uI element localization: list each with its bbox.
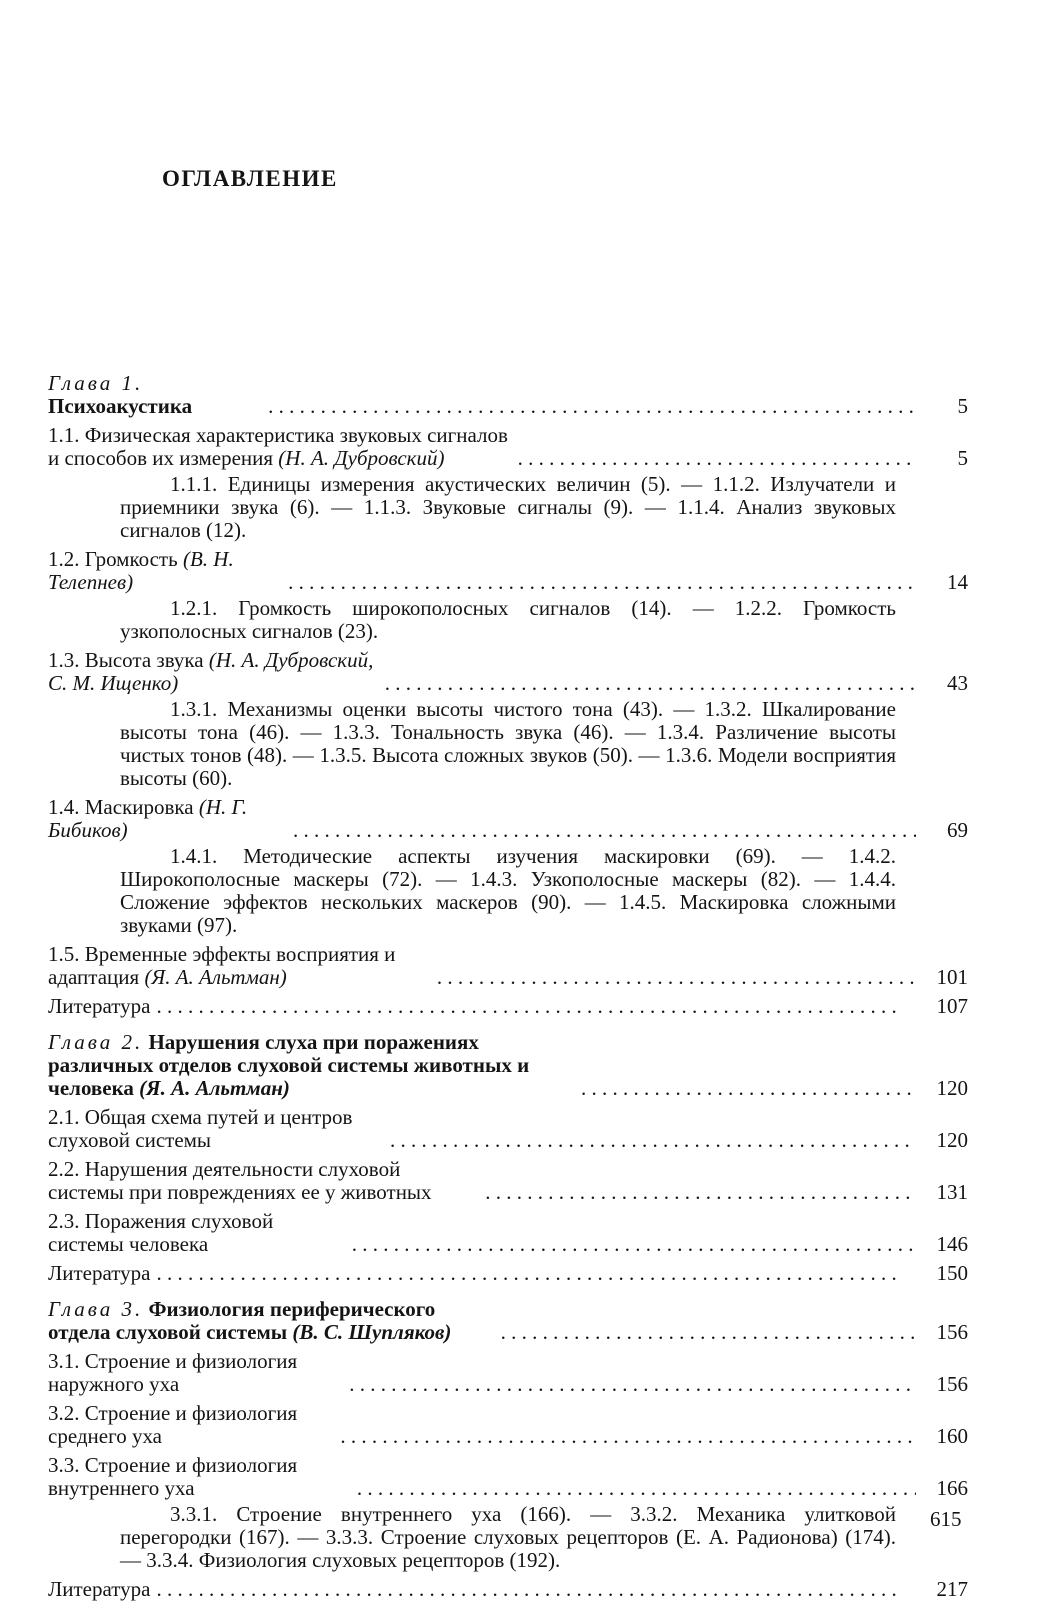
toc-heading: ОГЛАВЛЕНИЕ [162, 166, 338, 191]
page-ref: 43 [947, 671, 968, 695]
dot-leader [437, 966, 916, 989]
section-title: Строение и физиология среднего уха [48, 1401, 298, 1448]
section-title: Нарушения деятельности слуховой системы при повреждениях ее у животных [48, 1157, 432, 1204]
section-title: Литература [48, 1261, 151, 1285]
chapter-title: Нарушения слуха при поражениях различных отделов слуховой системы животных и человека [48, 1030, 530, 1100]
toc-entry-text [48, 548, 282, 594]
section-title: Поражения слуховой системы человека [48, 1209, 274, 1256]
toc-section-entry[interactable] [48, 1578, 968, 1601]
toc-entry-text [48, 995, 150, 1018]
dot-leader [340, 1425, 916, 1448]
dot-leader [581, 1077, 916, 1100]
toc-section-entry[interactable] [48, 1402, 968, 1448]
dot-leader [352, 1233, 916, 1256]
page-ref: 146 [936, 1232, 968, 1256]
toc-section-entry[interactable] [48, 1106, 968, 1152]
toc-entry-text [48, 1031, 575, 1100]
page-ref: 166 [936, 1476, 968, 1500]
toc-section-entry[interactable] [48, 1454, 968, 1500]
toc-entry-text [48, 1210, 346, 1256]
toc-subsections: 3.3.1. Строение внутреннего уха (166). — 3.3.2. Механика улитковой перегородки (167). — 3.3.3. Строение слуховых рецепторов (Е. А. Радионова) (174). — 3.3.4. Физиология слуховых рецепторов (192). [120, 1502, 896, 1572]
toc-subsections: 1.2.1. Громкость широкополосных сигналов (14). — 1.2.2. Громкость узкополосных сигналов (23). [120, 596, 896, 643]
dot-leader [156, 1578, 916, 1601]
section-number: 2.2. [48, 1157, 80, 1181]
author-names: (Я. А. Альтман) [139, 1076, 290, 1100]
page-ref: 156 [936, 1372, 968, 1396]
toc-entry-text [48, 1350, 343, 1396]
dot-leader [288, 571, 916, 594]
dot-leader [518, 447, 916, 470]
dot-leader [268, 395, 916, 418]
toc-chapter-entry[interactable] [48, 372, 968, 418]
section-number: 3.2. [48, 1401, 80, 1425]
toc-entry-text [48, 1158, 479, 1204]
chapter-title: Психоакустика [48, 394, 193, 418]
toc-entry-text [48, 372, 262, 418]
toc-section-entry[interactable] [48, 1210, 968, 1256]
toc-subsections: 1.3.1. Механизмы оценки высоты чистого тона (43). — 1.3.2. Шкалирование высоты тона (46). — 1.3.3. Тональность звука (46). — 1.3.4. Различение высоты чистых тонов (48). — 1.3.5. Высота сложных звуков (50). — 1.3.6. Модели восприятия высоты (60). [120, 697, 896, 790]
section-title: Физическая характеристика звуковых сигналов и способов их измерения [48, 423, 508, 470]
page-ref: 69 [947, 818, 968, 842]
dot-leader [390, 1129, 916, 1152]
toc-entry-text [48, 1578, 150, 1601]
dot-leader [156, 1262, 916, 1285]
author-names: (В. С. Шупляков) [292, 1320, 452, 1344]
page-ref: 217 [936, 1577, 968, 1601]
toc-chapter-entry[interactable] [48, 1031, 968, 1100]
chapter-title: Физиология периферического отдела слуховой системы [48, 1297, 436, 1344]
author-names: (Н. Г. Бибиков) [48, 795, 248, 842]
toc-subsections: 1.4.1. Методические аспекты изучения маскировки (69). — 1.4.2. Широкополосные маскеры (72). — 1.4.3. Узкополосные маскеры (82). — 1.4.4. Сложение эффектов нескольких маскеров (90). — 1.4.5. Маскировка сложными звуками (97). [120, 844, 896, 937]
dot-leader [357, 1477, 916, 1500]
toc-entry-text [48, 943, 431, 989]
section-title: Строение и физиология внутреннего уха [48, 1453, 298, 1500]
section-number: 1.4. [48, 795, 80, 819]
section-title: Высота звука [84, 648, 204, 672]
section-title: Маскировка [84, 795, 194, 819]
page-ref: 120 [936, 1128, 968, 1152]
dot-leader [485, 1181, 916, 1204]
section-title: Строение и физиология наружного уха [48, 1349, 298, 1396]
toc-entry-text [48, 424, 512, 470]
dot-leader [349, 1373, 916, 1396]
toc-entry-text [48, 649, 379, 695]
toc-chapter-entry[interactable] [48, 1298, 968, 1344]
toc-section-entry[interactable] [48, 796, 968, 842]
section-title: Временные эффекты восприятия и адаптация [48, 942, 396, 989]
page-ref: 5 [957, 394, 968, 418]
page-ref: 160 [936, 1424, 968, 1448]
section-title: Громкость [84, 547, 178, 571]
section-title: Литература [48, 994, 151, 1018]
author-names: (Н. А. Дубровский) [278, 446, 445, 470]
section-number: 1.5. [48, 942, 80, 966]
page-ref: 156 [936, 1320, 968, 1344]
section-number: 3.1. [48, 1349, 80, 1373]
page-number: 615 [930, 1507, 962, 1531]
toc-section-entry[interactable] [48, 424, 968, 470]
toc-section-entry[interactable] [48, 1350, 968, 1396]
toc-entry-text [48, 1298, 495, 1344]
page-ref: 101 [936, 965, 968, 989]
chapter-label: Глава 2. [48, 1030, 144, 1054]
section-title: Общая схема путей и центров слуховой системы [48, 1105, 353, 1152]
author-names: (В. Н. Телепнев) [48, 547, 234, 594]
dot-leader [385, 672, 916, 695]
page-ref: 131 [936, 1180, 968, 1204]
page-ref: 120 [936, 1076, 968, 1100]
section-number: 2.1. [48, 1105, 80, 1129]
toc-entry-text [48, 1262, 150, 1285]
toc-section-entry[interactable] [48, 548, 968, 594]
dot-leader [501, 1321, 916, 1344]
toc-section-entry[interactable] [48, 943, 968, 989]
toc-subsections: 1.1.1. Единицы измерения акустических величин (5). — 1.1.2. Излучатели и приемники звука (6). — 1.1.3. Звуковые сигналы (9). — 1.1.4. Анализ звуковых сигналов (12). [120, 472, 896, 542]
chapter-label: Глава 1. [48, 371, 144, 395]
toc-entry-text [48, 1106, 384, 1152]
section-number: 1.3. [48, 648, 80, 672]
author-names: (Н. А. Дубровский, С. М. Ищенко) [48, 648, 374, 695]
toc-section-entry[interactable] [48, 1262, 968, 1285]
toc-section-entry[interactable] [48, 1158, 968, 1204]
toc-section-entry[interactable] [48, 649, 968, 695]
page-ref: 107 [936, 994, 968, 1018]
author-names: (Я. А. Альтман) [144, 965, 287, 989]
dot-leader [156, 995, 916, 1018]
page-ref: 14 [947, 570, 968, 594]
section-number: 2.3. [48, 1209, 80, 1233]
table-of-contents [48, 372, 968, 1601]
section-title: Литература [48, 1577, 151, 1601]
section-number: 3.3. [48, 1453, 80, 1477]
toc-section-entry[interactable] [48, 995, 968, 1018]
section-number: 1.2. [48, 547, 80, 571]
toc-entry-text [48, 1402, 334, 1448]
page-ref: 150 [936, 1261, 968, 1285]
dot-leader [293, 819, 916, 842]
page-ref: 5 [957, 446, 968, 470]
toc-entry-text [48, 1454, 351, 1500]
section-number: 1.1. [48, 423, 80, 447]
toc-entry-text [48, 796, 287, 842]
chapter-label: Глава 3. [48, 1297, 144, 1321]
